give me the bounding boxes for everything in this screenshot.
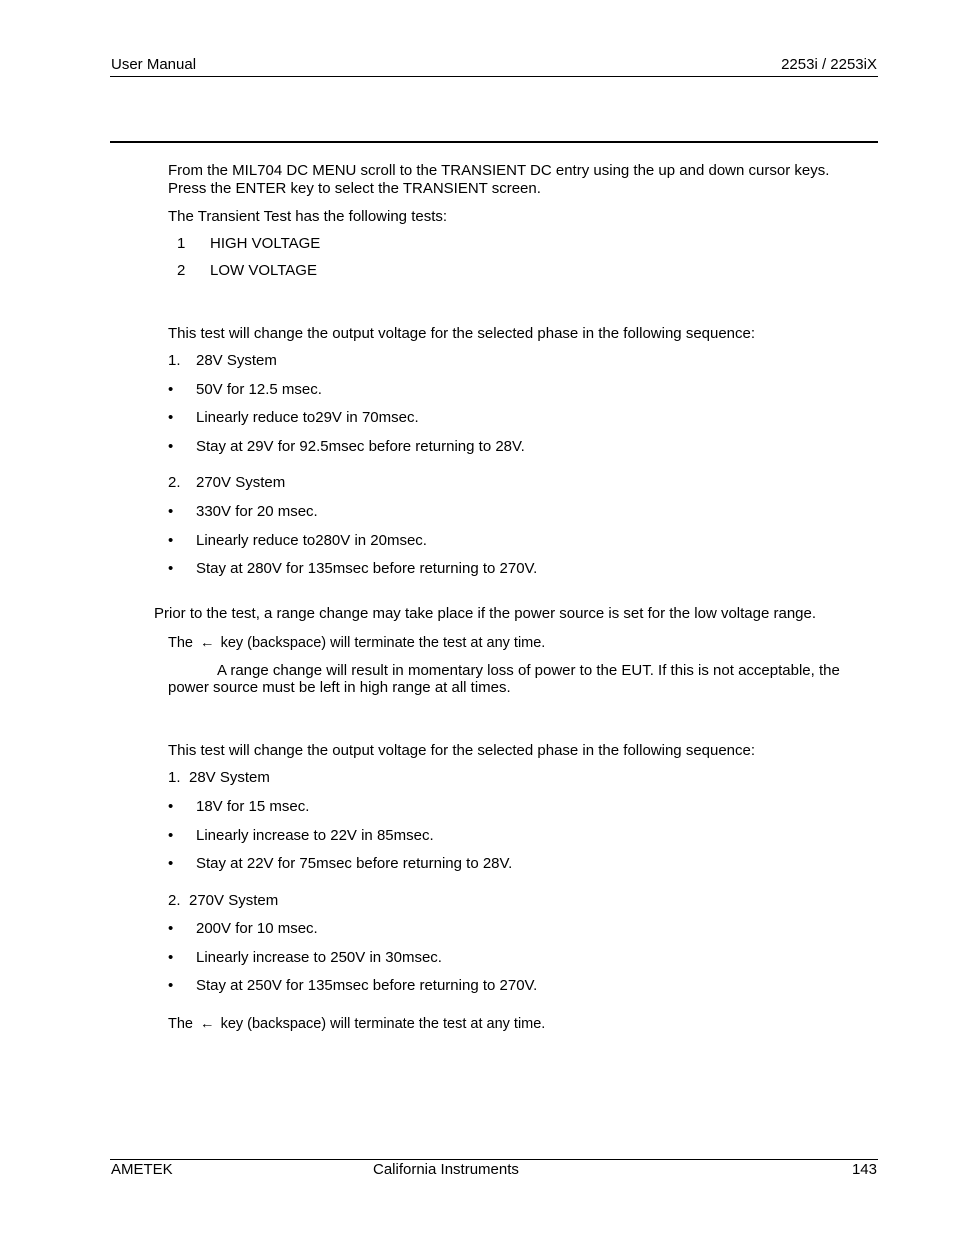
bullet-icon: • <box>168 977 174 994</box>
header-title: User Manual <box>111 56 197 73</box>
list-item: 200V for 10 msec. <box>196 920 318 937</box>
list-item: 330V for 20 msec. <box>196 503 318 520</box>
high-sys1-number: 1. <box>168 352 181 369</box>
warning-line-2: power source must be left in high range at all times. <box>168 679 511 696</box>
terminate-prefix: The <box>168 635 193 651</box>
low-sys1-label: 28V System <box>189 769 270 786</box>
low-intro: This test will change the output voltage for the selected phase in the following sequence: <box>168 742 756 759</box>
test-number: 2 <box>177 262 186 279</box>
low-sys2-label: 270V System <box>189 892 279 909</box>
list-item: 50V for 12.5 msec. <box>196 381 322 398</box>
tests-intro: The Transient Test has the following tests: <box>168 208 448 225</box>
test-label: HIGH VOLTAGE <box>210 235 321 252</box>
test-label: LOW VOLTAGE <box>210 262 317 279</box>
bullet-icon: • <box>168 920 174 937</box>
high-sys2-number: 2. <box>168 474 181 491</box>
bullet-icon: • <box>168 381 174 398</box>
bullet-icon: • <box>168 503 174 520</box>
intro-line-2: Press the ENTER key to select the TRANSIENT screen. <box>168 180 541 197</box>
bullet-icon: • <box>168 827 174 844</box>
bullet-icon: • <box>168 855 174 872</box>
bullet-icon: • <box>168 409 174 426</box>
terminate-note <box>168 634 545 652</box>
high-intro: This test will change the output voltage for the selected phase in the following sequence: <box>168 325 756 342</box>
footer-division: California Instruments <box>373 1161 519 1178</box>
list-item: Stay at 250V for 135msec before returning to 270V. <box>196 977 538 994</box>
terminate-prefix: The <box>168 1016 193 1032</box>
footer-company: AMETEK <box>111 1161 173 1178</box>
list-item: Stay at 22V for 75msec before returning to 28V. <box>196 855 513 872</box>
backspace-arrow-icon: ← <box>200 635 215 651</box>
list-item: Stay at 280V for 135msec before returning to 270V. <box>196 560 538 577</box>
page-number: 143 <box>851 1161 877 1178</box>
list-item: Linearly increase to 22V in 85msec. <box>196 827 434 844</box>
bullet-icon: • <box>168 560 174 577</box>
list-item: Linearly reduce to280V in 20msec. <box>196 532 427 549</box>
low-sys2-number: 2. <box>168 892 181 909</box>
list-item: 18V for 15 msec. <box>196 798 310 815</box>
high-sys1-label: 28V System <box>196 352 277 369</box>
bullet-icon: • <box>168 532 174 549</box>
header-model: 2253i / 2253iX <box>781 56 877 73</box>
range-note: Prior to the test, a range change may take place if the power source is set for the low voltage range. <box>154 605 817 622</box>
terminate-suffix: key (backspace) will terminate the test at any time. <box>220 1016 546 1032</box>
bullet-icon: • <box>168 438 174 455</box>
low-sys1-number: 1. <box>168 769 181 786</box>
footer-rule <box>110 1159 878 1160</box>
backspace-arrow-icon: ← <box>200 1016 215 1032</box>
bullet-icon: • <box>168 949 174 966</box>
terminate-note <box>168 1015 545 1033</box>
list-item: Stay at 29V for 92.5msec before returning to 28V. <box>196 438 525 455</box>
list-item: Linearly increase to 250V in 30msec. <box>196 949 442 966</box>
test-number: 1 <box>177 235 186 252</box>
high-sys2-label: 270V System <box>196 474 286 491</box>
header-rule <box>110 76 878 77</box>
section-rule <box>110 141 878 143</box>
bullet-icon: • <box>168 798 174 815</box>
intro-line-1: From the MIL704 DC MENU scroll to the TRANSIENT DC entry using the up and down cursor keys. <box>168 162 830 179</box>
warning-line-1: A range change will result in momentary loss of power to the EUT. If this is not acceptable, the <box>217 662 840 679</box>
list-item: Linearly reduce to29V in 70msec. <box>196 409 419 426</box>
terminate-suffix: key (backspace) will terminate the test at any time. <box>220 635 546 651</box>
